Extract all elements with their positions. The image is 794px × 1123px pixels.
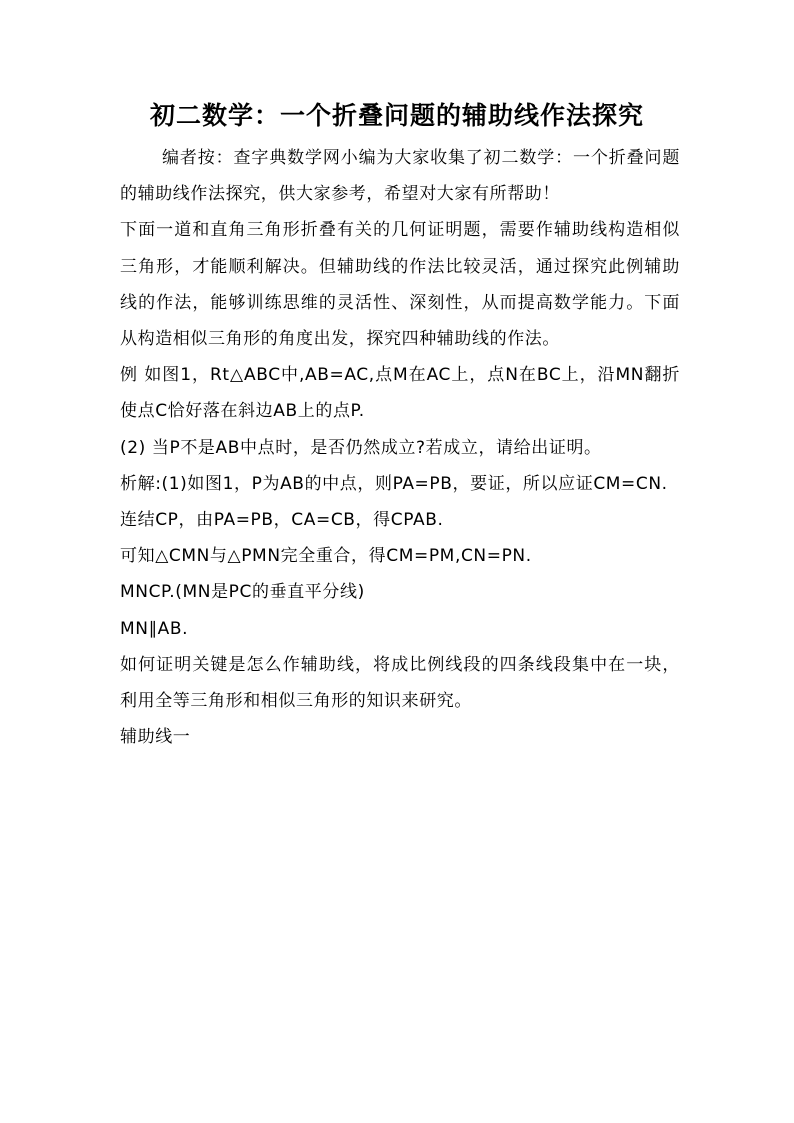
step-congruent-triangles: 可知△CMN与△PMN完全重合，得CM=PM,CN=PN. <box>120 546 532 567</box>
step-perpendicular-bisector: MNCP.(MN是PC的垂直平分线) <box>120 582 365 603</box>
document-body <box>120 140 680 755</box>
question-2-paragraph: (2) 当P不是AB中点时，是否仍然成立?若成立，请给出证明。 <box>120 437 602 458</box>
editor-note-paragraph: 编者按：查字典数学网小编为大家收集了初二数学：一个折叠问题的辅助线作法探究，供大家参考，希望对大家有所帮助！ <box>120 148 680 205</box>
proof-key-paragraph: 如何证明关键是怎么作辅助线，将成比例线段的四条线段集中在一块，利用全等三角形和相似三角形的知识来研究。 <box>120 654 680 712</box>
analysis-paragraph: 析解:(1)如图1，P为AB的中点，则PA=PB，要证，所以应证CM=CN. <box>120 473 668 494</box>
step-connect-cp: 连结CP，由PA=PB，CA=CB，得CPAB. <box>120 510 444 531</box>
auxiliary-line-one-heading: 辅助线一 <box>120 727 191 748</box>
step-parallel: MN∥AB. <box>120 618 189 639</box>
intro-paragraph: 下面一道和直角三角形折叠有关的几何证明题，需要作辅助线构造相似三角形，才能顺利解决。但辅助线的作法比较灵活，通过探究此例辅助线的作法，能够训练思维的灵活性、深刻性，从而提高数学能力。下面从构造相似三角形的角度出发，探究四种辅助线的作法。 <box>120 220 680 350</box>
document-title: 初二数学：一个折叠问题的辅助线作法探究 <box>149 101 644 130</box>
example-paragraph: 例 如图1，Rt△ABC中,AB=AC,点M在AC上，点N在BC上，沿MN翻折使点C恰好落在斜边AB上的点P. <box>120 365 680 422</box>
